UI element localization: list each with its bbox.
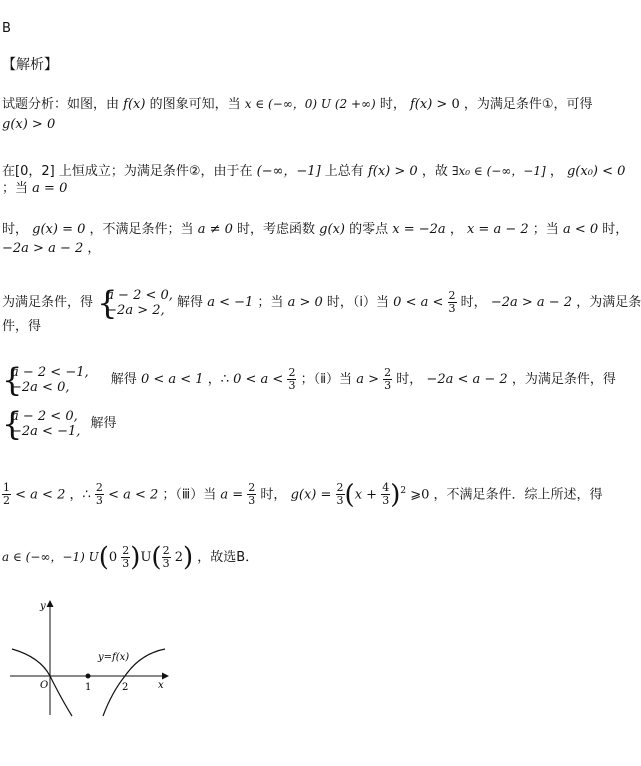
math: a ≠ 0 xyxy=(197,222,233,237)
text: ，故选B． xyxy=(197,550,259,565)
math: 0 xyxy=(108,550,118,565)
text: 时，（ⅰ）当 xyxy=(326,295,390,310)
math: g(x) = xyxy=(290,487,332,503)
para-line-1: 试题分析：如图，由 f(x) 的图象可知，当 x ∈ (−∞，0) U (2 +∞) 时， f(x) > 0 ，为满足条件①，可得 xyxy=(2,97,593,112)
text: 在[0，2] 上恒成立；为满足条件②，由于在 xyxy=(2,164,253,179)
fraction: $\frac{2}{3}$ xyxy=(122,544,130,570)
system-row: −2a < −1, xyxy=(11,423,81,439)
math: a > xyxy=(356,372,379,387)
text: 解得 xyxy=(110,372,137,387)
analysis-heading: 【解析】 xyxy=(2,57,58,73)
point-marker-1 xyxy=(86,674,91,679)
system-row: −2a < 0, xyxy=(11,379,70,395)
text: ，为满足条件①，可得 xyxy=(463,97,593,112)
fraction: $\frac{2}{3}$ xyxy=(162,544,170,570)
text: 解得 xyxy=(90,416,117,431)
text: ；当 xyxy=(257,295,284,310)
para-line-9 xyxy=(2,360,616,399)
system-row: −2a > 2, xyxy=(106,302,165,318)
math: a = xyxy=(220,487,244,503)
fraction: $\frac{4}{3}$ xyxy=(382,481,390,508)
para-line-5 xyxy=(2,221,628,239)
text: ，故 xyxy=(421,164,448,179)
curve-label: y=f(x) xyxy=(98,652,130,663)
text: ；（ⅱ）当 xyxy=(300,372,353,387)
math: a ∈ (−∞，−1) U xyxy=(2,550,99,564)
fraction: $\frac{2}{3}$ xyxy=(288,366,296,392)
math: (−∞，−1] xyxy=(256,164,321,179)
text: ，∴ xyxy=(69,487,91,503)
function-graph xyxy=(0,597,180,722)
system-row: a − 2 < −1, xyxy=(11,364,89,380)
para-line-7 xyxy=(2,283,641,322)
math: < a < 2 xyxy=(108,487,159,503)
math: 0 < a < xyxy=(233,372,284,387)
text: 的零点 xyxy=(349,222,389,237)
x-axis-label: x xyxy=(158,680,164,691)
math: f(x) > 0 xyxy=(367,164,418,179)
math: −2a > a − 2 xyxy=(2,241,84,256)
fraction: $\frac{1}{2}$ xyxy=(3,481,10,508)
math: −2a > a − 2 xyxy=(490,295,573,310)
text: 时， xyxy=(460,295,487,310)
equation-system: { a − 2 < 0, −2a < −1, xyxy=(2,404,81,443)
origin-label: O xyxy=(40,680,49,691)
math: 0 < a < 1 xyxy=(140,372,204,387)
para-line-8 xyxy=(2,318,41,336)
math: g(x) > 0 xyxy=(2,117,56,132)
text: ，为满足条件，得 xyxy=(511,372,616,387)
math: g(x₀) < 0 xyxy=(566,164,626,179)
fraction: $\frac{2}{3}$ xyxy=(448,289,456,315)
math: f(x) xyxy=(123,97,146,112)
math: 0 < a < xyxy=(393,295,444,310)
text: 时， xyxy=(379,97,406,112)
fraction: $\frac{2}{3}$ xyxy=(336,481,344,508)
system-row: a − 2 < 0, xyxy=(106,287,173,303)
math: x = a − 2 xyxy=(466,222,529,237)
text: ，不满足条件．综上所述，得 xyxy=(433,487,603,503)
para-line-11: $\frac{1}{2}$ < a < 2 ，∴ $\frac{2}{3}$ < a < 2 ；（ⅲ）当 a = $\frac{2}{3}$ 时， g(x) = $\frac{2}{3}$ (x + $\frac{4}{3}$ )$^2$ ⩾0 ，不满足条件．综上所述，得 xyxy=(3,479,603,510)
math: a > 0 xyxy=(287,295,323,310)
para-line-2 xyxy=(2,116,55,134)
text: ；当 xyxy=(532,222,559,237)
math: g(x) xyxy=(319,222,345,237)
math: a = 0 xyxy=(32,181,68,196)
math: U xyxy=(140,550,152,565)
exponent: 2 xyxy=(400,486,407,496)
math: ∃x₀ ∈ (−∞，−1] xyxy=(451,164,546,178)
text: 时， xyxy=(396,372,423,387)
text: 为满足条件，得 xyxy=(2,295,94,310)
text: 件，得 xyxy=(2,319,42,334)
text: ；当 xyxy=(2,181,29,196)
math: 2 xyxy=(174,550,183,565)
math: g(x) = 0 xyxy=(32,222,86,237)
text: ， xyxy=(87,241,101,256)
fraction: $\frac{2}{3}$ xyxy=(95,481,103,508)
math: x + xyxy=(354,487,378,503)
text: ， xyxy=(449,222,463,237)
fraction: $\frac{2}{3}$ xyxy=(248,481,256,508)
fraction: $\frac{2}{3}$ xyxy=(384,366,392,392)
system-row: a − 2 < 0, xyxy=(11,408,78,424)
text: 试题分析：如图，由 xyxy=(2,97,120,112)
text: ， xyxy=(549,164,563,179)
para-line-12: a ∈ (−∞，−1) U(0 $\frac{2}{3}$ )U( $\frac{2}{3}$ 2) ，故选B． xyxy=(2,542,259,573)
answer-letter: B xyxy=(2,21,11,36)
text: 解得 xyxy=(177,295,204,310)
tick-label-1: 1 xyxy=(85,682,92,693)
para-line-3 xyxy=(2,162,625,181)
text: 时， xyxy=(260,487,287,503)
text: ，不满足条件；当 xyxy=(89,222,194,237)
math: < a < 2 xyxy=(15,487,66,503)
math: x = −2a xyxy=(392,222,446,237)
math: x ∈ (−∞，0) U (2 +∞) xyxy=(244,97,376,111)
text: 上总有 xyxy=(324,164,364,179)
tick-label-2: 2 xyxy=(122,682,129,693)
math: −2a < a − 2 xyxy=(426,372,508,387)
text: 时， xyxy=(602,222,629,237)
text: 的图象可知，当 xyxy=(149,97,241,112)
text: ；（ⅲ）当 xyxy=(162,487,217,503)
math: a < −1 xyxy=(207,295,254,310)
math: f(x) xyxy=(409,97,433,112)
text: 时，考虑函数 xyxy=(237,222,316,237)
text: ，为满足条 xyxy=(576,295,641,310)
equation-system: { a − 2 < 0, −2a > 2, xyxy=(97,283,173,322)
math: a < 0 xyxy=(562,222,599,237)
math: ⩾0 xyxy=(410,487,430,503)
para-line-6 xyxy=(2,240,100,258)
text: 时， xyxy=(2,222,29,237)
y-axis-label: y xyxy=(40,601,46,612)
text: ，∴ xyxy=(207,372,229,387)
para-line-4 xyxy=(2,180,67,198)
equation-system: { a − 2 < −1, −2a < 0, xyxy=(2,360,89,399)
para-line-10 xyxy=(2,404,117,443)
